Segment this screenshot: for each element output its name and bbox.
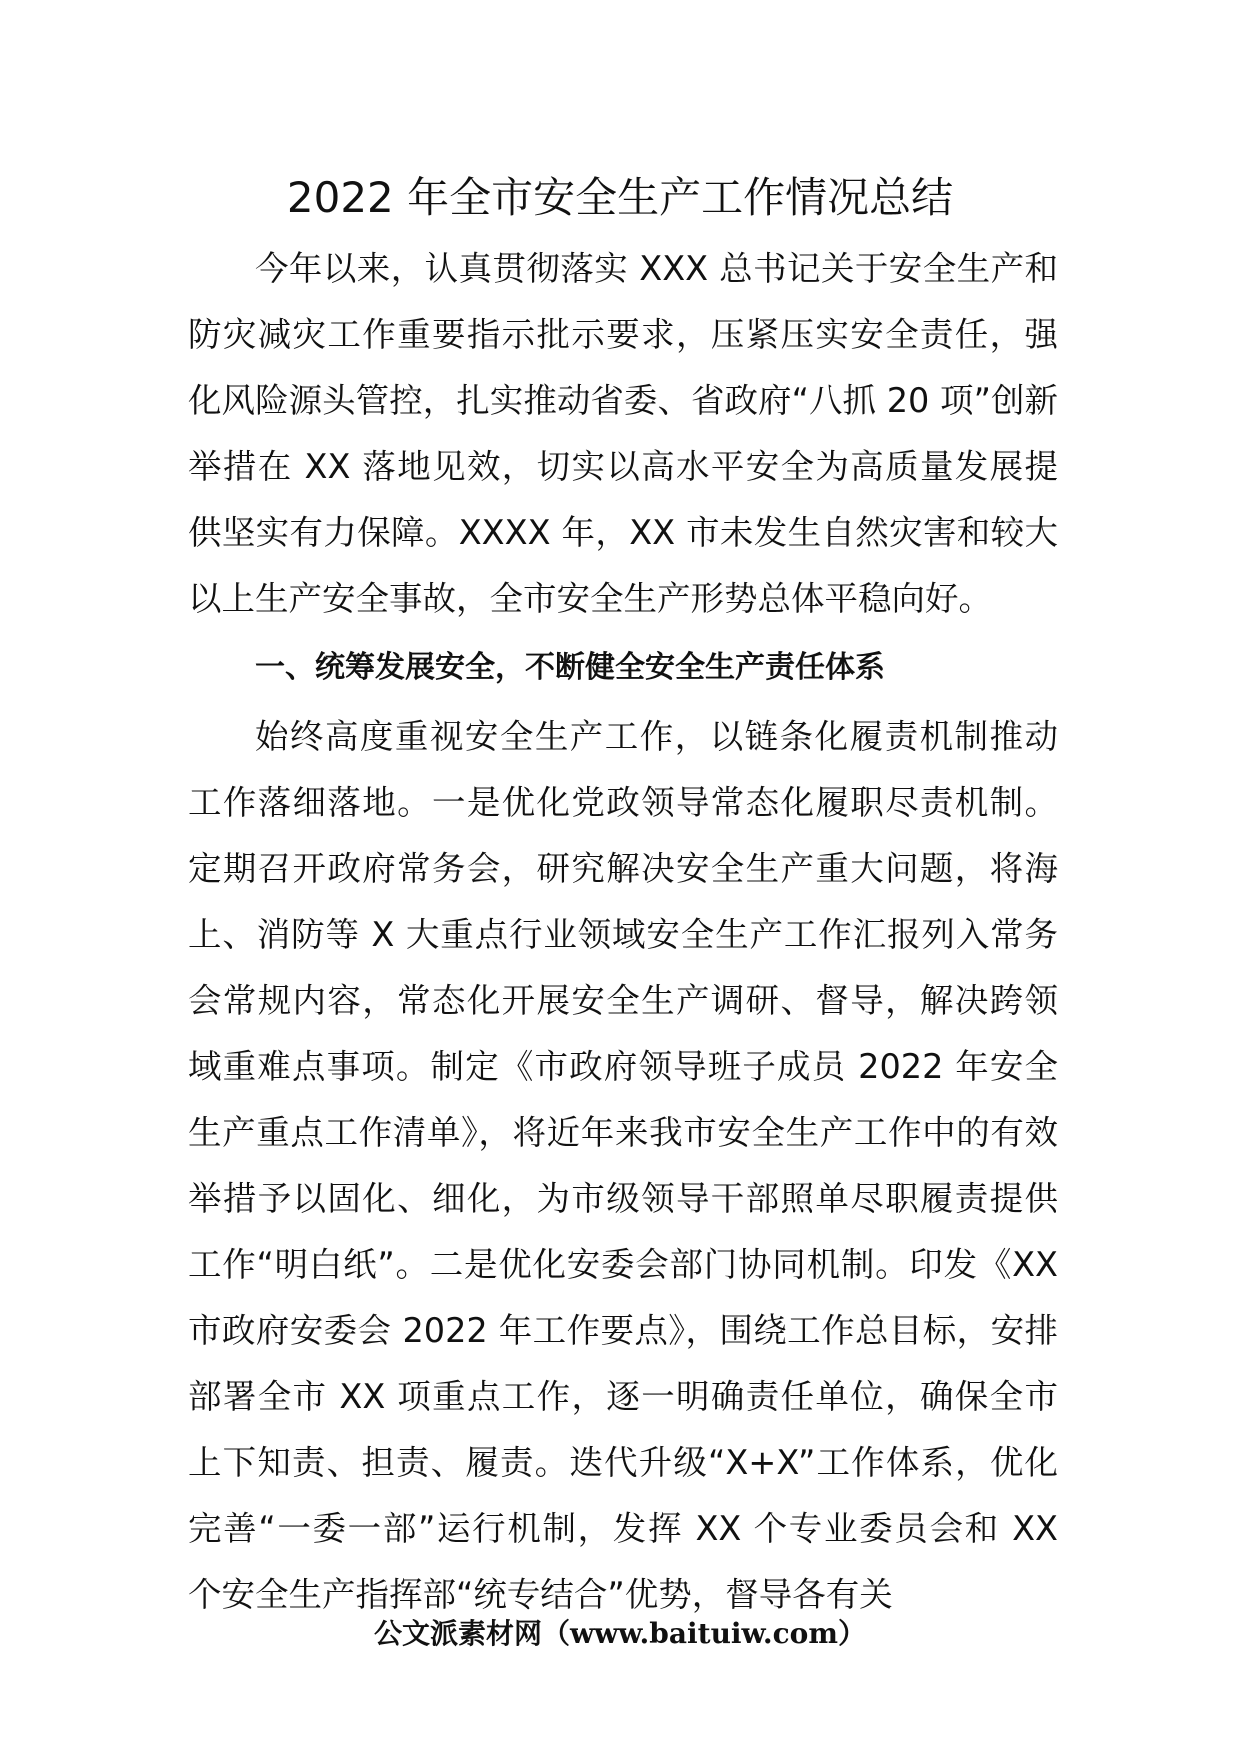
paragraph-section-1: 始终高度重视安全生产工作，以链条化履责机制推动工作落细落地。一是优化党政领导常态化履职尽责机制。定期召开政府常务会，研究解决安全生产重大问题，将海上、消防等 X 大重点行业领域安全生产工作汇报列入常务会常规内容，常态化开展安全生产调研、督导，解决跨领域重难点事项。制定《市政府领导班子成员 2022 年安全生产重点工作清单》，将近年来我市安全生产工作中的有效举措予以固化、细化，为市级领导干部照单尽职履责提供工作“明白纸”。二是优化安委会部门协同机制。印发《XX 市政府安委会 2022 年工作要点》，围绕工作总目标，安排部署全市 XX 项重点工作，逐一明确责任单位，确保全市上下知责、担责、履责。迭代升级“X+X”工作体系，优化完善“一委一部”运行机制，发挥 XX 个专业委员会和 XX 个安全生产指挥部“统专结合”优势，督导各有关 — [188, 717, 1058, 1614]
footer-watermark: 公文派素材网（www.baituiw.com） — [374, 1617, 866, 1650]
paragraph-intro: 今年以来，认真贯彻落实 XXX 总书记关于安全生产和防灾减灾工作重要指示批示要求，压紧压实安全责任，强化风险源头管控，扎实推动省委、省政府“八抓 20 项”创新举措在 XX 落地见效，切实以高水平安全为高质量发展提供坚实有力保障。XXXX 年，XX 市未发生自然灾害和较大以上生产安全事故，全市安全生产形势总体平稳向好。 — [188, 249, 1058, 618]
document-body — [188, 236, 1058, 1628]
document-title: 2022 年全市安全生产工作情况总结 — [286, 173, 954, 222]
section-heading: 一、统筹发展安全，不断健全安全生产责任体系 — [255, 650, 885, 685]
